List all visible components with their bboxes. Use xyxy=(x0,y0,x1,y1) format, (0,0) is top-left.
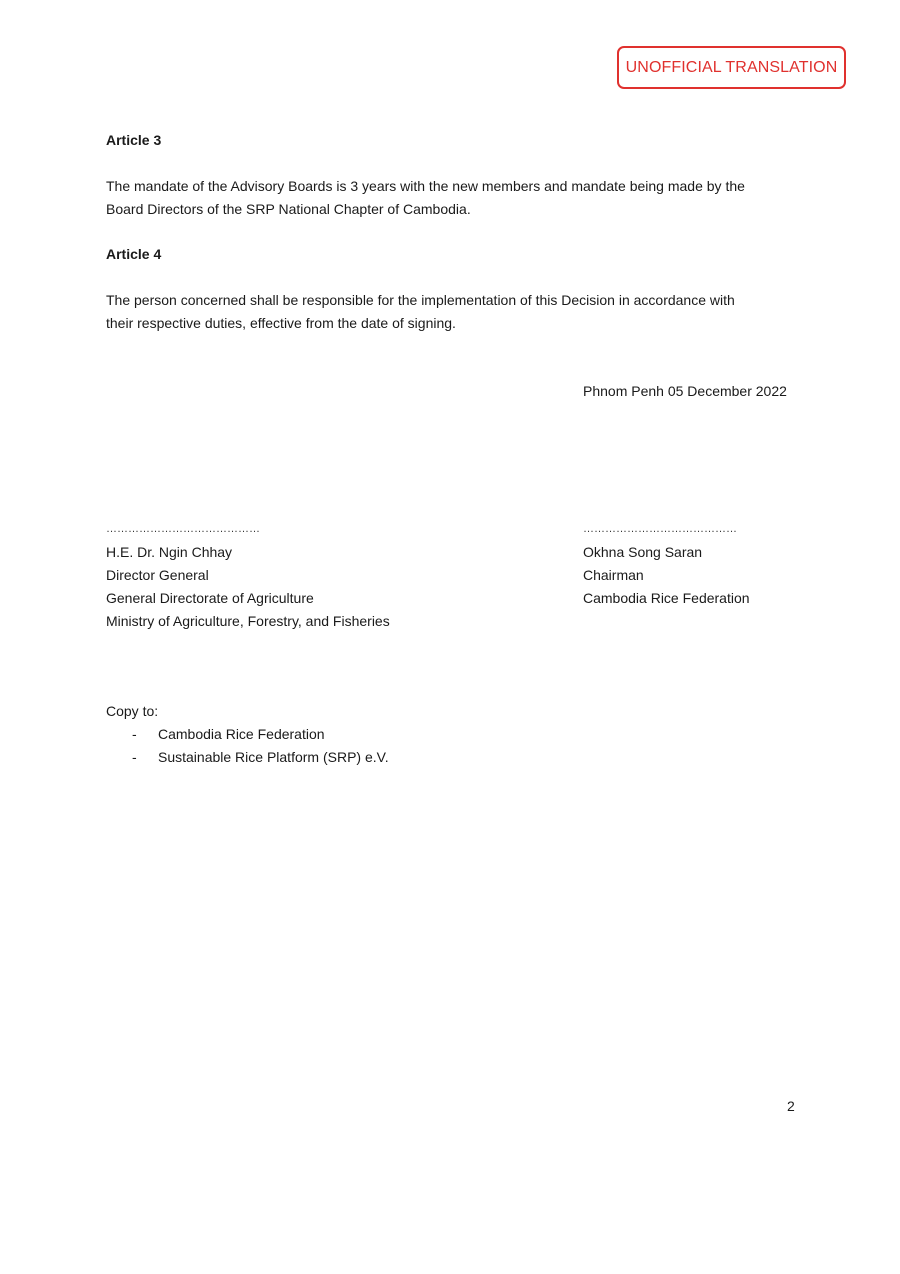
article-4-line-1: The person concerned shall be responsible for the implementation of this Decision in accordance with xyxy=(106,292,735,308)
signatory-org: General Directorate of Agriculture xyxy=(106,590,314,606)
signature-block-right xyxy=(583,523,750,610)
signature-line: …………………………………… xyxy=(106,523,260,535)
copy-to-section xyxy=(106,700,389,769)
page-number: 2 xyxy=(787,1098,795,1114)
signatory-name: H.E. Dr. Ngin Chhay xyxy=(106,544,233,560)
article-4-text xyxy=(106,289,806,335)
signatory-title: Director General xyxy=(106,567,209,583)
signing-date: Phnom Penh 05 December 2022 xyxy=(583,383,787,399)
signature-block-left xyxy=(106,523,390,633)
copy-to-label: Copy to: xyxy=(106,703,159,719)
list-dash: - xyxy=(132,749,137,765)
list-item xyxy=(106,723,389,746)
signatory-title: Chairman xyxy=(583,567,644,583)
list-item-text: Cambodia Rice Federation xyxy=(158,726,325,742)
signatory-org: Cambodia Rice Federation xyxy=(583,590,750,606)
article-4-line-2: their respective duties, effective from the date of signing. xyxy=(106,315,456,331)
unofficial-translation-stamp: UNOFFICIAL TRANSLATION xyxy=(617,46,846,89)
article-4-heading: Article 4 xyxy=(106,246,162,262)
copy-to-list xyxy=(106,723,389,769)
article-3-heading: Article 3 xyxy=(106,132,162,148)
article-3-line-2: Board Directors of the SRP National Chapter of Cambodia. xyxy=(106,201,471,217)
article-3-line-1: The mandate of the Advisory Boards is 3 years with the new members and mandate being made by the xyxy=(106,178,745,194)
article-3-text xyxy=(106,175,806,221)
signature-line: …………………………………… xyxy=(583,523,737,535)
signatory-ministry: Ministry of Agriculture, Forestry, and Fisheries xyxy=(106,613,390,629)
signatory-name: Okhna Song Saran xyxy=(583,544,703,560)
list-item xyxy=(106,746,389,769)
list-item-text: Sustainable Rice Platform (SRP) e.V. xyxy=(158,749,389,765)
list-dash: - xyxy=(132,726,137,742)
